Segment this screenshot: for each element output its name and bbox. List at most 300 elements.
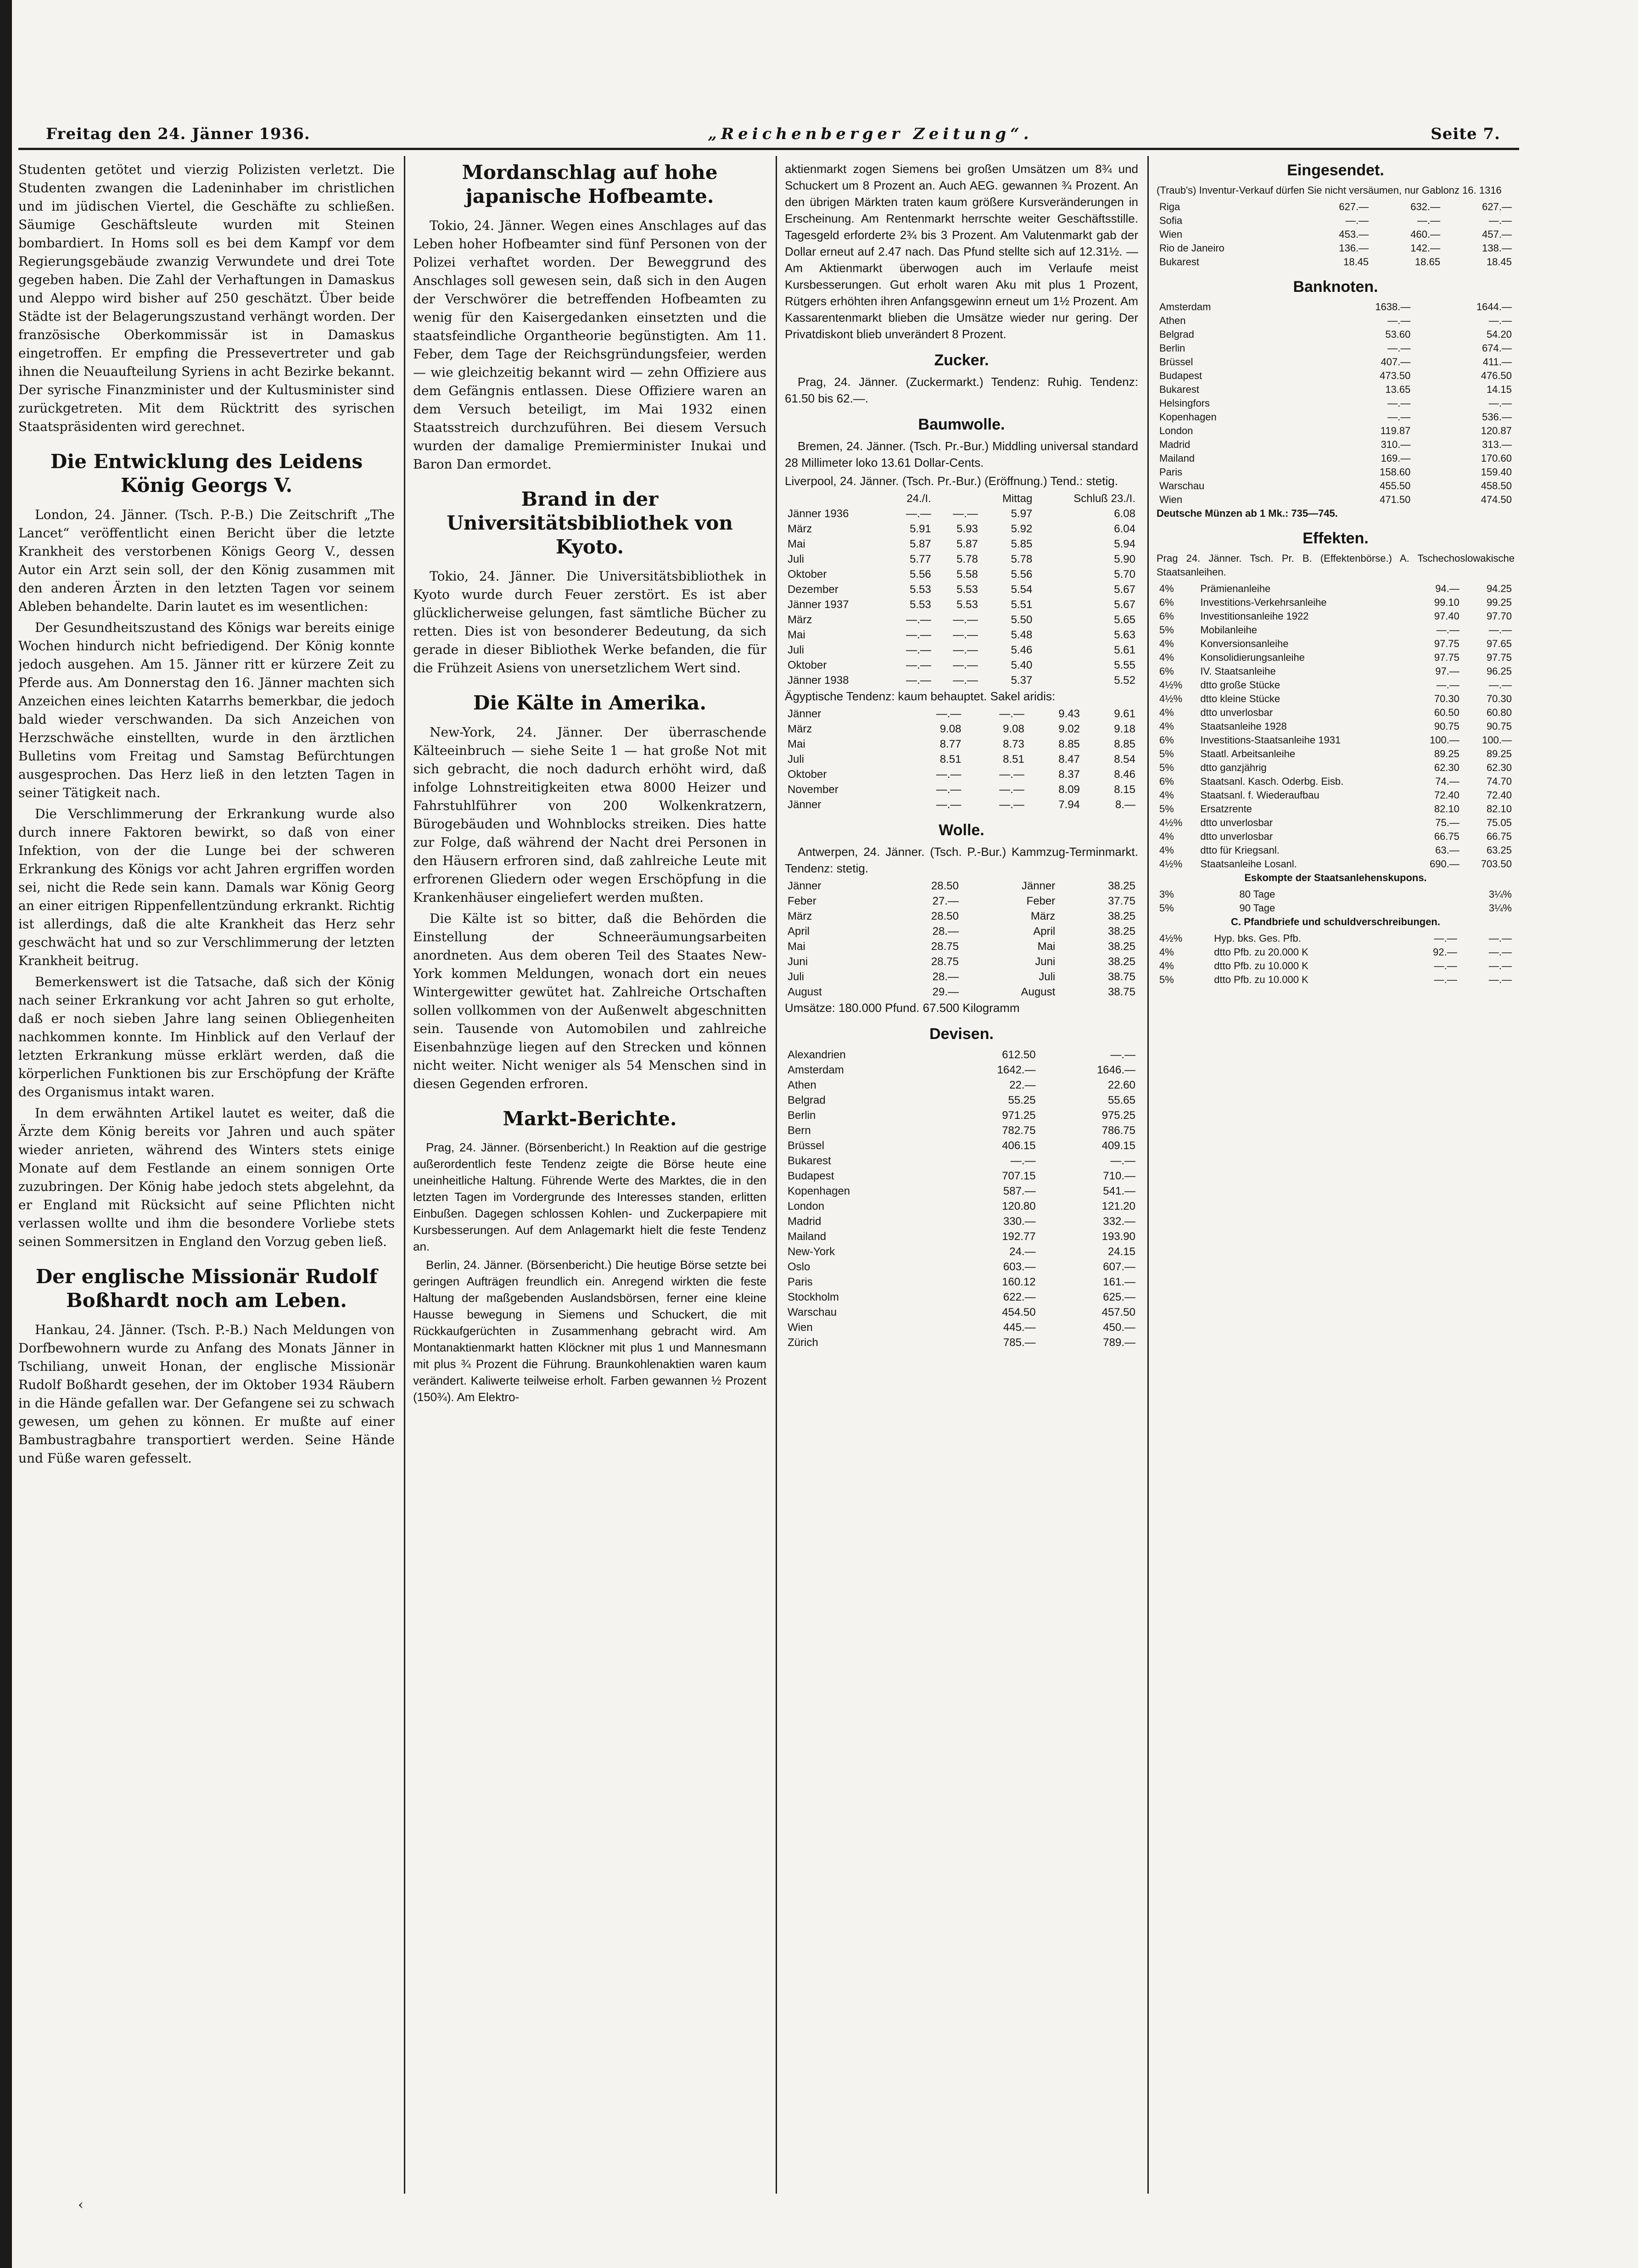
- table-cell: 192.77: [1002, 1230, 1036, 1243]
- table-cell: 607.—: [1103, 1261, 1135, 1273]
- pfandbriefe-title: C. Pfandbriefe und schuldverschreibungen.: [1231, 916, 1440, 927]
- table-cell: Oktober: [788, 568, 827, 581]
- table-cell: 8.77: [939, 738, 962, 750]
- article-paragraph: Bemerkenswert ist die Tatsache, daß sich der König nach seiner Erkrankung vor acht Jahren so gut erholte, daß er noch sieben Jahre lang seinen Obliegenheiten nachkommen konnte. Im Hinblick auf den Verlauf der letzten Erkrankung müsse erklärt werden, daß die körperlichen Funktionen bis zur Erschöpfung der Kräfte des Organismus intakt waren.: [18, 974, 395, 1100]
- table-cell: 138.—: [1482, 242, 1512, 254]
- table-cell: 3¼%: [1488, 902, 1512, 914]
- table-cell: 4½%: [1159, 933, 1183, 944]
- table-cell: —.—: [906, 659, 931, 671]
- table-cell: Staatsanleihe 1928: [1200, 721, 1287, 732]
- table-cell: August: [1021, 986, 1056, 998]
- table-row: [1157, 383, 1515, 397]
- table-row: [1157, 802, 1515, 816]
- table-cell: 89.25: [1486, 748, 1512, 760]
- table-row: [785, 612, 1138, 627]
- table-row: [1157, 901, 1515, 915]
- column-rule-2: [776, 156, 777, 2194]
- table-cell: 37.75: [1107, 895, 1135, 907]
- table-row: [1157, 623, 1515, 637]
- table-cell: 690.—: [1430, 858, 1459, 870]
- table-cell: —.—: [906, 508, 931, 520]
- wolle-table: [785, 878, 1138, 1000]
- table-cell: 975.25: [1101, 1109, 1135, 1122]
- table-cell: 458.50: [1481, 480, 1512, 492]
- table-cell: 5.63: [1114, 629, 1135, 641]
- table-cell: 13.65: [1385, 384, 1411, 395]
- article-paragraph: Hankau, 24. Jänner. (Tsch. P.-B.) Nach Meldungen von Dorfbewohnern wurde zu Anfang des Monats Jänner in Tschiliang, unweit Honan, der englische Missionär Rudolf Boßhardt gesehen, der im Oktober 1934 Räubern in die Hände gefallen war. Der Gefangene sei zu schwach gewesen, um gehen zu können. Er mußte auf einer Bambustragbahre transportiert werden. Seine Hände und Füße waren gefesselt.: [18, 1322, 395, 1466]
- table-row: [785, 1305, 1138, 1320]
- table-cell: 92.—: [1433, 946, 1457, 958]
- table-cell: 70.30: [1486, 693, 1512, 704]
- table-cell: 28.50: [931, 910, 959, 922]
- table-cell: 5.92: [1011, 523, 1033, 535]
- table-cell: 6%: [1159, 665, 1174, 677]
- table-cell: 89.25: [1434, 748, 1459, 760]
- table-cell: 8.—: [1115, 799, 1135, 811]
- table-row: [785, 1168, 1138, 1184]
- table-row: [1157, 720, 1515, 733]
- article-paragraph: Die Verschlimmerung der Erkrankung wurde also durch innere Faktoren bewirkt, so daß von einer Infektion, von der die Lunge bei der schweren Erkrankung des Königs vor acht Jahren ergriffen worden sei, nicht die Rede sein kann. Damals war König Georg an einer eitrigen Rippenfellentzündung erkrankt. Richtig ist allerdings, daß die alte Krankheit das Herz sehr geschwächt hat und so zur Verschlimmerung der letzten Krankheit beitrug.: [18, 806, 395, 968]
- table-cell: 8.37: [1058, 768, 1080, 781]
- table-row: [1157, 410, 1515, 424]
- page-mark: ‹: [78, 2197, 84, 2213]
- table-row: [1157, 788, 1515, 802]
- table-cell: 5.53: [956, 583, 978, 596]
- table-cell: 97.70: [1486, 610, 1512, 622]
- table-cell: dtto für Kriegsanl.: [1200, 844, 1280, 856]
- table-row: [1157, 369, 1515, 383]
- table-cell: 1644.—: [1476, 301, 1512, 313]
- table-cell: 4½%: [1159, 693, 1183, 704]
- section-eingesendet: Eingesendet.: [1287, 162, 1384, 179]
- table-cell: Feber: [1026, 895, 1056, 907]
- table-cell: 82.10: [1434, 803, 1459, 815]
- table-cell: —.—: [1387, 397, 1411, 409]
- newspaper-title: „Reichenberger Zeitung“.: [708, 125, 1033, 143]
- table-cell: —.—: [953, 614, 978, 626]
- wolle-umsatz: Umsätze: 180.000 Pfund. 67.500 Kilogramm: [785, 1001, 1020, 1015]
- table-cell: März: [788, 523, 812, 535]
- effekten-header: Prag 24. Jänner. Tsch. Pr. B. (Effektenbörse.) A. Tschechoslowakische Staatsanleihen.: [1157, 553, 1515, 578]
- table-cell: 310.—: [1381, 439, 1411, 450]
- table-cell: 5.87: [910, 538, 931, 550]
- market-report-continuation: aktienmarkt zogen Siemens bei großen Umsätzen um 8¾ und Schuckert um 8 Prozent an. Auch AEG. gewannen ¾ Prozent. An den übrigen Märkten traten kaum größere Kursveränderungen in Erscheinung. Am Rentenmarkt herrschte weiter Geschäftsstille. Tagesgeld erforderte 2¾ bis 3 Prozent. Am Valutenmarkt gab der Dollar erneut auf 2.47 nach. Das Pfund stellte sich auf 12.31½. — Am Aktienmarkt überwogen auch im Verlaufe meist Kursbesserungen. Gut erholt waren Aku mit plus 1 Prozent, Rütgers erhöhten ihren Anfangsgewinn erneut um 1½ Prozent. Am Kassarentenmarkt blieben die Umsätze wieder nur gering. Der Privatdiskont blieb unverändert 8 Prozent.: [785, 162, 1138, 341]
- table-cell: Budapest: [788, 1170, 834, 1182]
- table-row: [1157, 479, 1515, 493]
- table-row: [785, 1078, 1138, 1093]
- table-cell: 9.08: [939, 723, 962, 735]
- table-cell: 6%: [1159, 610, 1174, 622]
- valuta-table: [1157, 200, 1515, 269]
- table-cell: Mai: [788, 629, 805, 641]
- table-cell: 5.67: [1114, 598, 1135, 611]
- baumwolle-report: Bremen, 24. Jänner. (Tsch. Pr.-Bur.) Middling universal standard 28 Millimeter loko 13.61 Dollar-Cents.: [785, 439, 1138, 469]
- table-cell: Jänner 1937: [788, 598, 849, 611]
- table-cell: 411.—: [1482, 356, 1512, 368]
- table-cell: 90 Tage: [1239, 902, 1275, 914]
- table-row: [785, 1335, 1138, 1350]
- table-row: [1157, 844, 1515, 857]
- table-cell: 625.—: [1103, 1291, 1135, 1303]
- table-cell: März: [788, 614, 812, 626]
- table-cell: 8.73: [1003, 738, 1024, 750]
- table-cell: Mobilanleihe: [1200, 624, 1257, 636]
- table-cell: —.—: [1436, 679, 1459, 691]
- rates-table: [1157, 888, 1515, 915]
- table-row: [785, 582, 1138, 597]
- table-cell: —.—: [1488, 315, 1512, 326]
- table-cell: 160.12: [1002, 1276, 1036, 1288]
- table-cell: 119.87: [1380, 425, 1411, 436]
- table-cell: —.—: [999, 799, 1024, 811]
- table-cell: 8.51: [1003, 753, 1024, 765]
- table-cell: Riga: [1159, 201, 1180, 212]
- table-cell: IV. Staatsanleihe: [1200, 665, 1276, 677]
- table-cell: 782.75: [1002, 1124, 1036, 1137]
- table-cell: —.—: [1434, 974, 1457, 985]
- table-row: [785, 552, 1138, 567]
- table-cell: 90.75: [1486, 721, 1512, 732]
- table-cell: Hyp. bks. Ges. Pfb.: [1214, 933, 1301, 944]
- table-cell: Helsingfors: [1159, 397, 1210, 409]
- table-cell: 5.53: [910, 598, 931, 611]
- egypt-header: Ägyptische Tendenz: kaum behauptet. Sakel aridis:: [785, 689, 1056, 703]
- column-4: [1157, 161, 1515, 2198]
- table-cell: 28.75: [931, 955, 959, 968]
- table-cell: 120.80: [1002, 1200, 1036, 1212]
- table-cell: Konsolidierungsanleihe: [1200, 652, 1305, 663]
- table-cell: 409.15: [1101, 1140, 1135, 1152]
- table-cell: März: [788, 910, 812, 922]
- table-row: [785, 1123, 1138, 1138]
- page-number: Seite 7.: [1431, 125, 1500, 143]
- table-cell: 9.18: [1114, 723, 1135, 735]
- table-cell: 8.09: [1058, 783, 1080, 796]
- table-cell: 121.20: [1101, 1200, 1135, 1212]
- article-paragraph: London, 24. Jänner. (Tsch. P.-B.) Die Zeitschrift „The Lancet“ veröffentlicht einen Bericht über die letzte Krankheit des verstorbenen Königs Georg V., dessen Autor ein Arzt sein soll, der den König zusammen mit den anderen Ärzten in den letzten Tagen vor seinem Ableben behandelte. Darin lautet es im wesentlichen:: [18, 507, 395, 614]
- table-cell: —.—: [1387, 342, 1411, 354]
- table-cell: Bukarest: [1159, 384, 1199, 395]
- table-cell: 471.50: [1380, 494, 1411, 505]
- table-cell: 38.75: [1107, 971, 1135, 983]
- table-cell: 5.87: [956, 538, 978, 550]
- table-cell: Wien: [788, 1321, 813, 1334]
- table-cell: Bern: [788, 1124, 811, 1137]
- table-cell: 8.54: [1114, 753, 1135, 765]
- table-cell: 5.97: [1011, 508, 1033, 520]
- table-cell: 5.54: [1011, 583, 1033, 596]
- table-cell: 4½%: [1159, 817, 1183, 828]
- table-row: [785, 984, 1138, 1000]
- table-cell: 1646.—: [1096, 1064, 1135, 1076]
- table-cell: 4%: [1159, 652, 1174, 663]
- article-paragraph: Der Gesundheitszustand des Königs war bereits einige Wochen hindurch nicht befriedigend. Der König konnte jedoch ausgehen. Am 15. Jänner ritt er kürzere Zeit zu Pferde aus. Am Donnerstag den 16. Jänner machten sich Anzeichen eines leichten Katarrhs bemerkbar, die jedoch bald wieder verschwanden. Da sich Anzeichen von Herzschwäche einstellten, wurde in den ärztlichen Bulletins vom Freitag und Samstag Befürchtungen ausgesprochen. Das Herz ließ in den letzten Tagen in seiner Tätigkeit nach.: [18, 620, 395, 800]
- table-cell: 94.25: [1486, 583, 1512, 594]
- table-cell: 455.50: [1380, 480, 1411, 492]
- table-cell: 97.65: [1486, 638, 1512, 649]
- table-cell: Konversionsanleihe: [1200, 638, 1289, 649]
- table-cell: 120.87: [1481, 425, 1512, 436]
- table-cell: Paris: [1159, 466, 1183, 478]
- table-cell: 313.—: [1482, 439, 1512, 450]
- table-row: [1157, 424, 1515, 438]
- table-cell: Jänner: [1021, 880, 1056, 892]
- table-cell: London: [1159, 425, 1193, 436]
- table-cell: 28.50: [931, 880, 959, 892]
- table-cell: —.—: [999, 708, 1024, 720]
- table-row: [785, 909, 1138, 924]
- table-cell: 4%: [1159, 583, 1174, 594]
- table-cell: Amsterdam: [788, 1064, 844, 1076]
- table-row: [785, 782, 1138, 797]
- table-cell: —.—: [1417, 215, 1441, 226]
- table-cell: 18.45: [1486, 256, 1512, 268]
- table-row: [785, 797, 1138, 812]
- table-cell: 97.—: [1435, 665, 1459, 677]
- table-cell: —.—: [953, 629, 978, 641]
- table-row: [1157, 932, 1515, 945]
- table-row: [1157, 761, 1515, 775]
- table-row: [785, 1290, 1138, 1305]
- table-row: [785, 1138, 1138, 1153]
- table-cell: —.—: [1387, 411, 1411, 423]
- table-cell: New-York: [788, 1246, 835, 1258]
- table-cell: dtto große Stücke: [1200, 679, 1280, 691]
- table-cell: 5.93: [956, 523, 978, 535]
- table-row: [1157, 341, 1515, 355]
- table-cell: Wien: [1159, 494, 1183, 505]
- table-row: [785, 1274, 1138, 1290]
- table-cell: —.—: [1488, 624, 1512, 636]
- table-cell: 24.—: [1009, 1246, 1036, 1258]
- table-cell: 66.75: [1486, 831, 1512, 842]
- table-cell: 5.70: [1114, 568, 1135, 581]
- table-row: [1157, 241, 1515, 255]
- headline-brand-kyoto: Brand in der Universitätsbibliothek von Kyoto.: [447, 488, 733, 558]
- table-cell: —.—: [1434, 960, 1457, 972]
- table-cell: —.—: [936, 799, 962, 811]
- table-cell: Oktober: [788, 768, 827, 781]
- table-cell: 454.50: [1002, 1306, 1036, 1318]
- table-cell: 5.77: [910, 553, 931, 565]
- table-row: [785, 878, 1138, 894]
- table-cell: 330.—: [1003, 1215, 1036, 1228]
- table-cell: Jänner: [788, 799, 822, 811]
- effekten-table: [1157, 582, 1515, 871]
- table-row: [1157, 733, 1515, 747]
- table-cell: Athen: [1159, 315, 1186, 326]
- table-cell: 54.20: [1486, 329, 1512, 340]
- table-cell: 5%: [1159, 748, 1174, 760]
- table-row: [1157, 355, 1515, 369]
- table-cell: —.—: [953, 508, 978, 520]
- table-cell: 622.—: [1003, 1291, 1036, 1303]
- table-cell: 703.50: [1481, 858, 1512, 870]
- table-cell: 8.47: [1058, 753, 1080, 765]
- table-cell: 1642.—: [997, 1064, 1036, 1076]
- table-cell: 474.50: [1481, 494, 1512, 505]
- article-paragraph: New-York, 24. Jänner. Der überraschende Kälteeinbruch — siehe Seite 1 — hat große Not mit sich gebracht, die noch dadurch erhöht wird, daß infolge Lohnstreitigkeiten etwa 8000 Heizer und Fahrstuhlführer von 200 Wolkenkratzern, Bürogebäuden und Wohnblocks streiken. Dies hatte zur Folge, daß während der Nacht drei Personen in den Häusern erfroren sind, daß zahlreiche Leute mit erfrorenen Gliedern oder wegen Erschöpfung in die Krankenhäuser eingeliefert werden mußten.: [413, 725, 766, 905]
- table-cell: Mailand: [1159, 452, 1195, 464]
- table-cell: 4%: [1159, 844, 1174, 856]
- table-cell: 786.75: [1101, 1124, 1135, 1137]
- table-cell: 460.—: [1410, 229, 1441, 240]
- table-cell: —.—: [1110, 1155, 1135, 1167]
- table-cell: 5.90: [1114, 553, 1135, 565]
- table-cell: November: [788, 783, 839, 796]
- table-cell: 536.—: [1482, 411, 1512, 423]
- column-3: [785, 161, 1138, 2198]
- table-cell: 97.75: [1486, 652, 1512, 663]
- table-cell: —.—: [1346, 215, 1369, 226]
- table-cell: —.—: [1434, 933, 1457, 944]
- table-cell: Brüssel: [788, 1140, 825, 1152]
- table-cell: 8.85: [1058, 738, 1080, 750]
- table-cell: 4½%: [1159, 858, 1183, 870]
- table-cell: 5.78: [956, 553, 978, 565]
- article-paragraph: Die Kälte ist so bitter, daß die Behörden die Einstellung der Schneeräumungsarbeiten anordneten. Aus dem oberen Teil des Staates New-York kommen Meldungen, wonach dort ein neues Wintergewitter gewütet hat. Zahlreiche Ortschaften sollen vollkommen von der Außenwelt abgeschnitten sein. Tausende von Automobilen und zahlreiche Eisenbahnzüge liegen auf den Strecken und können nicht weiter. Nicht weniger als 54 Menschen sind in diesen Gegenden erfroren.: [413, 911, 766, 1091]
- table-cell: 142.—: [1410, 242, 1441, 254]
- eskompte-title: Eskompte der Staatsanlehenskupons.: [1244, 872, 1427, 883]
- table-row: [785, 536, 1138, 552]
- table-cell: dtto Pfb. zu 10.000 K: [1214, 960, 1308, 972]
- table-row: [785, 1153, 1138, 1168]
- table-cell: 38.25: [1107, 940, 1135, 953]
- table-cell: 674.—: [1482, 342, 1512, 354]
- article-paragraph: Berlin, 24. Jänner. (Börsenbericht.) Die heutige Börse setzte bei geringen Aufträgen freundlich ein. Anregend wirkten die feste Haltung der maßgebenden Auslandsbörsen, ferner eine kleine Hausse bewegung in Siemens und Schuckert, die mit Rückkaufgerüchten in Zusammenhang gebracht wird. Am Montanaktienmarkt hatten Klöckner mit plus 1 und Mannesmann mit plus ¾ Prozent die Führung. Braunkohlenaktien waren kaum verändert. Kaliwerte teilweise erholt. Farben gewannen ½ Prozent (150¾). Am Elektro-: [413, 1258, 766, 1404]
- table-cell: Belgrad: [1159, 329, 1194, 340]
- section-wolle: Wolle.: [939, 821, 984, 839]
- egypt-table: [785, 706, 1138, 812]
- section-zucker: Zucker.: [934, 352, 989, 369]
- table-row: [785, 642, 1138, 658]
- table-cell: 100.—: [1430, 734, 1459, 746]
- table-cell: Feber: [788, 895, 816, 907]
- table-cell: —.—: [1387, 315, 1411, 326]
- table-cell: —.—: [1110, 1049, 1135, 1061]
- table-cell: Oslo: [788, 1261, 811, 1273]
- column-2: [413, 161, 766, 2198]
- table-cell: Jänner: [788, 708, 822, 720]
- table-row: [785, 1108, 1138, 1123]
- table-row: [1157, 706, 1515, 720]
- table-cell: 66.75: [1434, 831, 1459, 842]
- table-cell: 8.51: [939, 753, 962, 765]
- table-cell: 457.50: [1101, 1306, 1135, 1318]
- table-cell: dtto Pfb. zu 20.000 K: [1214, 946, 1308, 958]
- table-row: [1157, 678, 1515, 692]
- table-cell: 38.25: [1107, 955, 1135, 968]
- table-row: [785, 673, 1138, 688]
- table-row: [1157, 665, 1515, 678]
- table-cell: 38.75: [1107, 986, 1135, 998]
- table-cell: 785.—: [1003, 1336, 1036, 1349]
- table-cell: 476.50: [1481, 370, 1512, 381]
- section-devisen: Devisen.: [929, 1025, 994, 1043]
- table-cell: 97.75: [1434, 652, 1459, 663]
- table-cell: 29.—: [932, 986, 959, 998]
- table-cell: —.—: [1488, 974, 1512, 985]
- table-cell: 8.85: [1114, 738, 1135, 750]
- table-cell: Berlin: [1159, 342, 1185, 354]
- table-cell: 406.15: [1002, 1140, 1036, 1152]
- table-header-row: 24./I. Mittag Schluß 23./I.: [906, 492, 1135, 505]
- table-cell: 100.—: [1482, 734, 1512, 746]
- table-cell: 75.—: [1435, 817, 1459, 828]
- table-row: [785, 721, 1138, 737]
- table-cell: Oktober: [788, 659, 827, 671]
- table-cell: Investitions-Verkehrsanleihe: [1200, 597, 1327, 608]
- table-row: [785, 567, 1138, 582]
- table-cell: Kopenhagen: [788, 1185, 850, 1197]
- table-cell: 5.52: [1114, 674, 1135, 687]
- table-cell: 94.—: [1435, 583, 1459, 594]
- table-cell: 632.—: [1410, 201, 1441, 212]
- table-cell: 8.15: [1114, 783, 1135, 796]
- table-cell: —.—: [906, 644, 931, 656]
- table-cell: 6.08: [1114, 508, 1135, 520]
- table-row: [785, 1259, 1138, 1274]
- table-cell: Jänner 1938: [788, 674, 849, 687]
- column-rule-3: [1147, 156, 1149, 2194]
- table-cell: 5.48: [1011, 629, 1033, 641]
- table-row: [1157, 582, 1515, 596]
- table-cell: Brüssel: [1159, 356, 1193, 368]
- table-row: [1157, 973, 1515, 987]
- table-cell: —.—: [936, 783, 962, 796]
- table-cell: dtto Pfb. zu 10.000 K: [1214, 974, 1308, 985]
- table-cell: August: [788, 986, 822, 998]
- table-cell: Wien: [1159, 229, 1183, 240]
- table-cell: dtto unverlosbar: [1200, 831, 1273, 842]
- table-cell: Rio de Janeiro: [1159, 242, 1224, 254]
- table-cell: Paris: [788, 1276, 813, 1288]
- table-cell: Prämienanleihe: [1200, 583, 1271, 594]
- table-cell: 612.50: [1002, 1049, 1036, 1061]
- table-cell: 5.61: [1114, 644, 1135, 656]
- table-row: [785, 1184, 1138, 1199]
- table-cell: London: [788, 1200, 825, 1212]
- table-row: [1157, 228, 1515, 241]
- table-cell: dtto unverlosbar: [1200, 817, 1273, 828]
- table-cell: 710.—: [1103, 1170, 1135, 1182]
- table-cell: 4%: [1159, 707, 1174, 718]
- table-cell: 99.25: [1486, 597, 1512, 608]
- table-cell: 5.58: [956, 568, 978, 581]
- table-cell: 5.85: [1011, 538, 1033, 550]
- table-cell: 169.—: [1381, 452, 1411, 464]
- table-cell: 24.15: [1107, 1246, 1135, 1258]
- table-cell: 18.45: [1343, 256, 1369, 268]
- table-cell: 5.51: [1011, 598, 1033, 611]
- table-cell: 7.94: [1058, 799, 1080, 811]
- table-cell: 27.—: [932, 895, 959, 907]
- table-cell: —.—: [1488, 215, 1512, 226]
- table-cell: Warschau: [1159, 480, 1205, 492]
- table-row: [1157, 857, 1515, 871]
- table-cell: 38.25: [1107, 910, 1135, 922]
- table-cell: 136.—: [1339, 242, 1369, 254]
- column-1: [18, 161, 395, 2198]
- table-cell: Bukarest: [788, 1155, 831, 1167]
- column-rule-1: [404, 156, 405, 2194]
- table-cell: 332.—: [1103, 1215, 1135, 1228]
- table-cell: Kopenhagen: [1159, 411, 1217, 423]
- table-cell: Staatl. Arbeitsanleihe: [1200, 748, 1296, 760]
- table-cell: März: [788, 723, 812, 735]
- table-cell: 97.75: [1434, 638, 1459, 649]
- table-cell: 80 Tage: [1239, 888, 1275, 900]
